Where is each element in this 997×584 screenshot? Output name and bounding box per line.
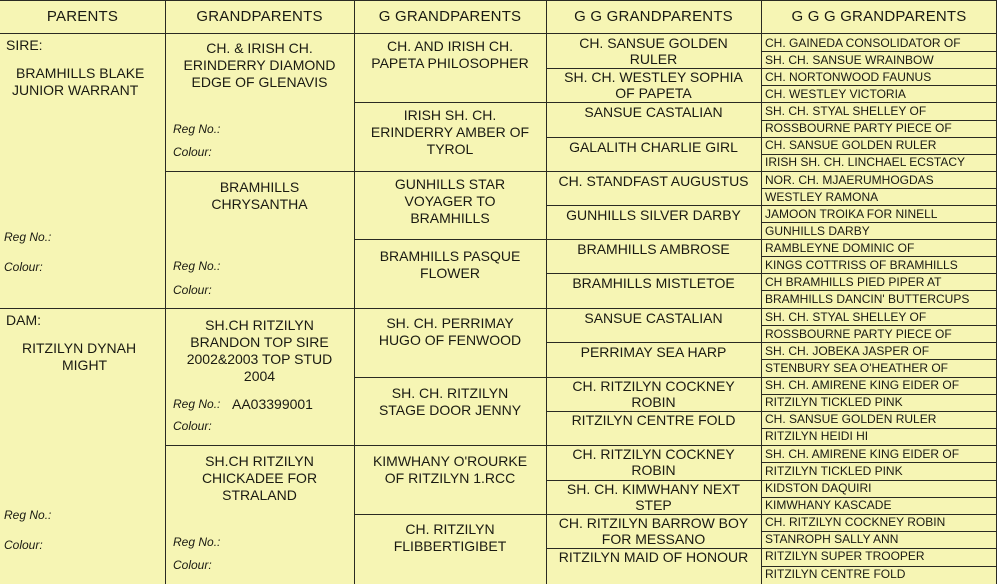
sire-reg-label: Reg No.: <box>4 230 52 244</box>
gg-grandparent-11-cell <box>546 377 761 411</box>
gg-grandparent-9-line1: SANSUE CASTALIAN <box>584 310 723 326</box>
ggg-grandparent-13: RAMBLEYNE DOMINIC OF <box>765 241 915 255</box>
gg-grandparent-7-cell <box>546 239 761 273</box>
grid-hline <box>761 256 997 257</box>
ggg-grandparent-3: CH. NORTONWOOD FAUNUS <box>765 70 932 84</box>
grandparent-1-line3: EDGE OF GLENAVIS <box>191 74 328 90</box>
ggg-grandparent-8: IRISH SH. CH. LINCHAEL ECSTACY <box>765 155 966 169</box>
gg-grandparent-2-line2: OF PAPETA <box>615 85 692 101</box>
gg-grandparent-11-line1: CH. RITZILYN COCKNEY <box>572 378 735 394</box>
ggg-grandparent-32: RITZILYN CENTRE FOLD <box>765 567 906 581</box>
g-grandparent-7-line2: OF RITZILYN 1.RCC <box>384 470 516 486</box>
grandparent-4-colour-label: Colour: <box>173 558 212 572</box>
g-grandparent-6-line1: SH. CH. RITZILYN <box>391 385 509 401</box>
ggg-grandparent-28: KIMWHANY KASCADE <box>765 498 892 512</box>
dam-reg-label: Reg No.: <box>4 508 52 522</box>
gg-grandparent-16-cell <box>546 548 761 584</box>
gg-grandparent-6-line1: GUNHILLS SILVER DARBY <box>566 207 741 223</box>
grandparent-2-reg-label: Reg No.: <box>173 259 221 273</box>
grid-hline <box>761 359 997 360</box>
grid-hline <box>546 411 997 412</box>
grandparent-4-cell <box>165 445 354 584</box>
gg-grandparent-14-line2: STEP <box>635 497 672 513</box>
g-grandparent-2-line2: ERINDERRY AMBER OF <box>370 124 530 140</box>
g-grandparent-8-line2: FLIBBERTIGIBET <box>393 538 507 554</box>
grid-hline <box>165 171 997 172</box>
gg-grandparent-6-cell <box>546 205 761 239</box>
header-gg-grandparents: G G GRANDPARENTS <box>574 8 733 25</box>
grandparent-1-colour-label: Colour: <box>173 145 212 159</box>
header-g-grandparents: G GRANDPARENTS <box>378 8 522 25</box>
gg-grandparent-2-line1: SH. CH. WESTLEY SOPHIA <box>564 69 743 85</box>
g-grandparent-5-line1: SH. CH. PERRIMAY <box>386 315 514 331</box>
grid-hline <box>761 120 997 121</box>
grid-hline-parents <box>0 308 997 309</box>
grid-hline <box>761 154 997 155</box>
grid-hline <box>761 497 997 498</box>
g-grandparent-6-line2: STAGE DOOR JENNY <box>378 402 522 418</box>
ggg-grandparent-6: ROSSBOURNE PARTY PIECE OF <box>765 121 952 135</box>
ggg-grandparent-24: RITZILYN HEIDI HI <box>765 429 869 443</box>
grandparent-3-line2: BRANDON TOP SIRE <box>190 334 329 350</box>
ggg-grandparent-20: STENBURY SEA O'HEATHER OF <box>765 361 948 375</box>
grid-hline <box>354 377 997 378</box>
gg-grandparent-1-cell <box>546 33 761 68</box>
grandparent-3-line4: 2004 <box>243 368 276 384</box>
ggg-grandparent-12: GUNHILLS DARBY <box>765 224 870 238</box>
sire-tag: SIRE: <box>6 37 43 53</box>
ggg-grandparent-25: SH. CH. AMIRENE KING EIDER OF <box>765 447 960 461</box>
gg-grandparent-9-cell <box>546 308 761 342</box>
ggg-grandparent-10: WESTLEY RAMONA <box>765 190 879 204</box>
grandparent-2-line1: BRAMHILLS <box>219 179 300 195</box>
gg-grandparent-13-cell <box>546 445 761 480</box>
grandparent-4-line1: SH.CH RITZILYN <box>205 453 314 469</box>
g-grandparent-2-line3: TYROL <box>426 141 474 157</box>
gg-grandparent-13-line1: CH. RITZILYN COCKNEY <box>572 446 735 462</box>
g-grandparent-1-line1: CH. AND IRISH CH. <box>386 38 513 54</box>
g-grandparent-3-line3: BRAMHILLS <box>410 210 490 226</box>
ggg-grandparent-1: CH. GAINEDA CONSOLIDATOR OF <box>765 36 961 50</box>
grid-hline <box>761 188 997 189</box>
header-ggg-grandparents: G G G GRANDPARENTS <box>791 8 967 25</box>
gg-grandparent-12-cell <box>546 411 761 445</box>
g-grandparent-4-line1: BRAMHILLS PASQUE <box>379 248 521 264</box>
grandparent-3-reg-value: AA03399001 <box>232 396 313 412</box>
header-parents: PARENTS <box>46 8 119 25</box>
grid-hline <box>761 566 997 567</box>
gg-grandparent-14-cell <box>546 480 761 514</box>
gg-grandparent-11-line2: ROBIN <box>631 394 676 410</box>
ggg-grandparent-15: CH BRAMHILLS PIED PIPER AT <box>765 275 942 289</box>
grid-hline <box>761 51 997 52</box>
g-grandparent-4-cell <box>354 239 546 308</box>
g-grandparent-3-line2: VOYAGER TO <box>404 193 496 209</box>
ggg-grandparent-11: JAMOON TROIKA FOR NINELL <box>765 207 938 221</box>
gg-grandparent-13-line2: ROBIN <box>631 462 676 478</box>
ggg-grandparent-9: NOR. CH. MJAERUMHOGDAS <box>765 173 934 187</box>
ggg-grandparent-16: BRAMHILLS DANCIN' BUTTERCUPS <box>765 292 970 306</box>
grandparent-3-cell <box>165 308 354 445</box>
gg-grandparent-4-cell <box>546 137 761 171</box>
grandparent-1-cell <box>165 33 354 171</box>
gg-grandparent-5-line1: CH. STANDFAST AUGUSTUS <box>558 173 749 189</box>
grid-hline <box>761 325 997 326</box>
ggg-grandparent-21: SH. CH. AMIRENE KING EIDER OF <box>765 378 960 392</box>
dam-name-line1: RITZILYN DYNAH <box>22 340 137 356</box>
gg-grandparent-2-cell <box>546 68 761 102</box>
g-grandparent-4-line2: FLOWER <box>420 265 480 281</box>
gg-grandparent-8-line1: BRAMHILLS MISTLETOE <box>572 275 735 291</box>
ggg-grandparent-27: KIDSTON DAQUIRI <box>765 481 872 495</box>
g-grandparent-1-cell <box>354 33 546 102</box>
g-grandparent-8-line1: CH. RITZILYN <box>405 521 495 537</box>
gg-grandparent-12-line1: RITZILYN CENTRE FOLD <box>571 412 736 428</box>
grid-hline <box>546 342 997 343</box>
dam-colour-label: Colour: <box>4 538 43 552</box>
grid-hline <box>546 548 997 549</box>
grid-hline <box>354 102 997 103</box>
g-grandparent-8-cell <box>354 514 546 584</box>
gg-grandparent-3-cell <box>546 102 761 137</box>
gg-grandparent-15-cell <box>546 514 761 548</box>
dam-name-line2: MIGHT <box>62 357 108 373</box>
gg-grandparent-15-line2: FOR MESSANO <box>601 531 706 547</box>
ggg-grandparent-17: SH. CH. STYAL SHELLEY OF <box>765 310 927 324</box>
grandparent-2-cell <box>165 171 354 308</box>
ggg-grandparent-2: SH. CH. SANSUE WRAINBOW <box>765 53 934 67</box>
grandparent-1-reg-label: Reg No.: <box>173 122 221 136</box>
grid-hline <box>761 531 997 532</box>
grandparent-3-colour-label: Colour: <box>173 419 212 433</box>
sire-name-line1: BRAMHILLS BLAKE <box>16 65 145 81</box>
grandparent-4-line2: CHICKADEE FOR <box>201 470 318 486</box>
g-grandparent-2-cell <box>354 102 546 171</box>
g-grandparent-3-cell <box>354 171 546 239</box>
ggg-grandparent-23: CH. SANSUE GOLDEN RULER <box>765 412 937 426</box>
ggg-grandparent-29: CH. RITZILYN COCKNEY ROBIN <box>765 515 946 529</box>
sire-cell <box>0 33 165 308</box>
grid-hline-header <box>0 33 997 34</box>
gg-grandparent-3-line1: SANSUE CASTALIAN <box>584 104 723 120</box>
gg-grandparent-16-line1: RITZILYN MAID OF HONOUR <box>558 549 749 565</box>
grandparent-2-line2: CHRYSANTHA <box>211 196 308 212</box>
grid-hline <box>761 394 997 395</box>
grid-hline <box>165 445 997 446</box>
gg-grandparent-7-line1: BRAMHILLS AMBROSE <box>577 241 730 257</box>
header-grandparents: GRANDPARENTS <box>196 8 323 25</box>
gg-grandparent-15-line1: CH. RITZILYN BARROW BOY <box>558 515 749 531</box>
gg-grandparent-4-line1: GALALITH CHARLIE GIRL <box>569 139 738 155</box>
ggg-grandparent-18: ROSSBOURNE PARTY PIECE OF <box>765 327 952 341</box>
grid-hline <box>761 85 997 86</box>
sire-colour-label: Colour: <box>4 260 43 274</box>
ggg-grandparent-14: KINGS COTTRISS OF BRAMHILLS <box>765 258 958 272</box>
g-grandparent-5-cell <box>354 308 546 377</box>
ggg-grandparent-22: RITZILYN TICKLED PINK <box>765 395 903 409</box>
grandparent-4-line3: STRALAND <box>222 487 297 503</box>
grandparent-3-line1: SH.CH RITZILYN <box>205 317 314 333</box>
dam-tag: DAM: <box>6 312 41 328</box>
ggg-grandparent-30: STANROPH SALLY ANN <box>765 532 899 546</box>
grandparent-3-reg-label: Reg No.: <box>173 397 221 411</box>
g-grandparent-6-cell <box>354 377 546 445</box>
grandparent-1-line2: ERINDERRY DIAMOND <box>183 57 336 73</box>
grid-hline <box>761 290 997 291</box>
gg-grandparent-14-line1: SH. CH. KIMWHANY NEXT <box>566 481 741 497</box>
grid-vline <box>546 0 547 584</box>
g-grandparent-1-line2: PAPETA PHILOSOPHER <box>371 55 529 71</box>
gg-grandparent-8-cell <box>546 273 761 308</box>
g-grandparent-5-line2: HUGO OF FENWOOD <box>378 332 522 348</box>
ggg-grandparent-26: RITZILYN TICKLED PINK <box>765 464 903 478</box>
grid-hline <box>761 222 997 223</box>
grid-hline <box>546 137 997 138</box>
grid-hline <box>761 428 997 429</box>
grandparent-2-colour-label: Colour: <box>173 283 212 297</box>
grandparent-3-line3: 2002&2003 TOP STUD <box>186 351 333 367</box>
grandparent-1-line1: CH. & IRISH CH. <box>206 40 313 56</box>
gg-grandparent-1-line2: RULER <box>629 51 678 67</box>
ggg-grandparent-5: SH. CH. STYAL SHELLEY OF <box>765 104 927 118</box>
g-grandparent-7-cell <box>354 445 546 514</box>
g-grandparent-3-line1: GUNHILLS STAR <box>394 176 506 192</box>
grid-hline-top <box>0 0 997 1</box>
gg-grandparent-10-cell <box>546 342 761 377</box>
grid-hline <box>546 273 997 274</box>
grid-vline <box>165 0 166 584</box>
grid-hline <box>761 462 997 463</box>
grid-hline <box>354 514 997 515</box>
grandparent-4-reg-label: Reg No.: <box>173 535 221 549</box>
gg-grandparent-10-line1: PERRIMAY SEA HARP <box>580 344 727 360</box>
grid-hline <box>354 239 997 240</box>
ggg-grandparent-4: CH. WESTLEY VICTORIA <box>765 87 906 101</box>
dam-cell <box>0 308 165 584</box>
grid-hline <box>546 68 997 69</box>
grid-hline <box>546 205 997 206</box>
gg-grandparent-1-line1: CH. SANSUE GOLDEN <box>579 35 728 51</box>
ggg-grandparent-7: CH. SANSUE GOLDEN RULER <box>765 138 937 152</box>
ggg-grandparent-31: RITZILYN SUPER TROOPER <box>765 549 925 563</box>
sire-name-line2: JUNIOR WARRANT <box>12 82 139 98</box>
g-grandparent-2-line1: IRISH SH. CH. <box>403 107 497 123</box>
grid-vline <box>354 0 355 584</box>
grid-hline <box>546 480 997 481</box>
g-grandparent-7-line1: KIMWHANY O'ROURKE <box>372 453 528 469</box>
gg-grandparent-5-cell <box>546 171 761 205</box>
ggg-grandparent-19: SH. CH. JOBEKA JASPER OF <box>765 344 930 358</box>
